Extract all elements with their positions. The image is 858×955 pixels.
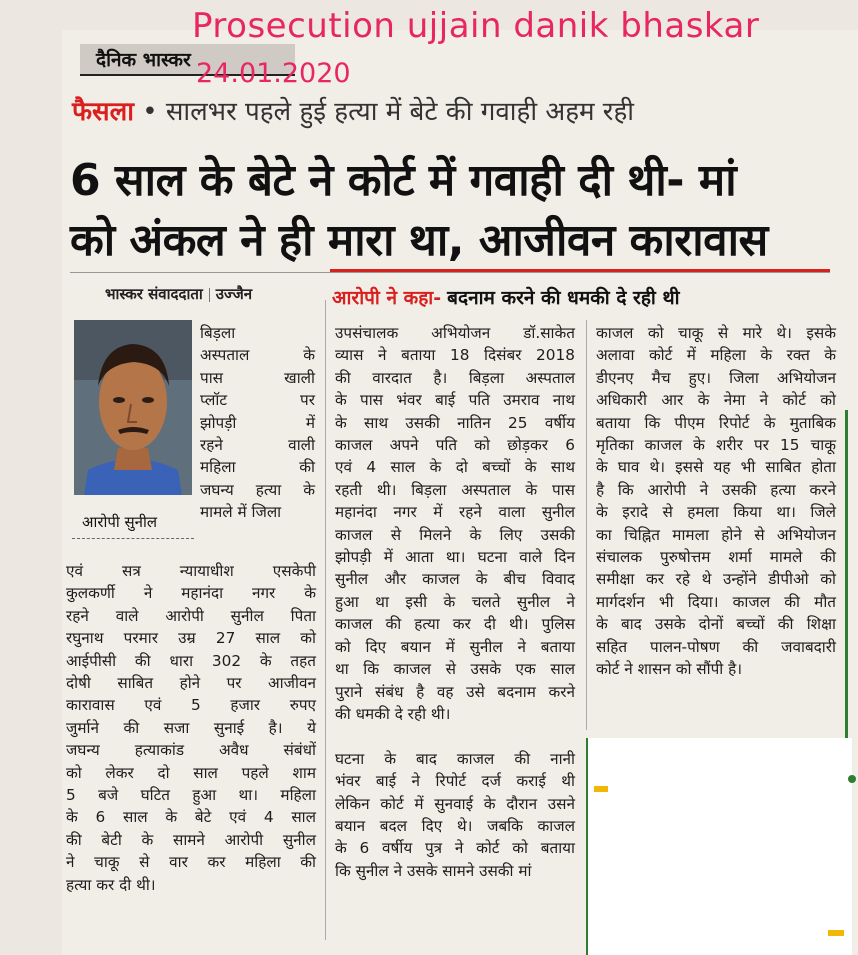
- text-line: पास खाली: [200, 368, 315, 387]
- subhead: [332, 284, 680, 310]
- subhead-text: बदनाम करने की धमकी दे रही थी: [447, 287, 680, 309]
- text-line: मामले में जिला: [200, 503, 282, 522]
- text-line: काजल को चाकू से मारे थे। इसके: [596, 324, 836, 342]
- portrait-image: [74, 320, 192, 495]
- blank-panel: [586, 738, 852, 955]
- text-line: के पास भंवर बाई पति उमराव नाथ: [335, 391, 575, 410]
- byline-city: उज्जैन: [215, 285, 253, 303]
- text-line: की धमकी दे रही थी।: [335, 704, 451, 723]
- text-line: अस्पताल के: [200, 346, 315, 365]
- byline-reporter: भास्कर संवाददाता: [105, 285, 203, 303]
- text-line: को लेकर दो साल पहले शाम: [66, 763, 316, 782]
- text-line: दोषी साबित होने पर आजीवन: [66, 674, 316, 693]
- kicker-text: सालभर पहले हुई हत्या में बेटे की गवाही अहम रही: [165, 97, 634, 127]
- masthead-logo: दैनिक भास्कर: [96, 49, 191, 71]
- text-line: कि सुनील ने उसके सामने उसकी मां: [335, 861, 532, 880]
- text-line: सहित पालन-पोषण की जवाबदारी: [596, 637, 836, 656]
- text-line: व्यास ने बताया 18 दिसंबर 2018: [335, 346, 575, 365]
- accused-photo: [74, 320, 192, 495]
- text-line: समीक्षा कर रहे थे उन्होंने डीपीओ को: [596, 570, 836, 589]
- text-line: बताया कि पीएम रिपोर्ट के मुताबिक: [596, 413, 836, 432]
- green-border-line: [845, 410, 848, 740]
- column-divider: [586, 320, 587, 730]
- photo-caption: आरोपी सुनील: [82, 513, 158, 531]
- headline-rule: [70, 272, 830, 273]
- text-line: के 6 वर्षीय पुत्र ने कोर्ट को बताया: [335, 839, 575, 858]
- text-line: उपसंचालक अभियोजन डॉ.साकेत: [335, 324, 575, 342]
- subhead-label: आरोपी ने कहा-: [332, 287, 442, 309]
- text-line: की वारदात है। बिड़ला अस्पताल: [335, 368, 575, 387]
- text-line: काजल से मिलने के लिए उसकी: [335, 525, 575, 544]
- text-line: जघन्य हत्याकांड अवैध संबंधों: [66, 741, 316, 760]
- text-line: आईपीसी की धारा 302 के तहत: [66, 651, 316, 670]
- headline-line-1: 6 साल के बेटे ने कोर्ट में गवाही दी थी- मां: [70, 155, 737, 206]
- text-line: मार्गदर्शन भी दिया। काजल की मौत: [596, 592, 836, 611]
- headline-line-2: को अंकल ने ही मारा था, आजीवन कारावास: [70, 215, 768, 266]
- column-c: [335, 322, 575, 882]
- text-line: का चिह्नित मामला होने से अभियोजन: [596, 525, 836, 544]
- kicker-label: फैसला: [72, 97, 134, 127]
- text-line: महिला की: [200, 458, 315, 477]
- kicker: [72, 92, 634, 128]
- text-line: रघुनाथ परमार उम्र 27 साल को: [66, 629, 316, 648]
- overlay-title: Prosecution ujjain danik bhaskar: [192, 6, 760, 46]
- text-line: रहती थी। बिड़ला अस्पताल के पास: [335, 480, 575, 499]
- text-line: कुलकर्णी ने महानंदा नगर के: [66, 584, 316, 603]
- text-line: एवं सत्र न्यायाधीश एसकेपी: [66, 562, 316, 580]
- text-line: कारावास एवं 5 हजार रुपए: [66, 696, 316, 715]
- text-line: के इरादे से हमला किया था। जिले: [596, 503, 836, 522]
- text-line: मृतिका काजल के शरीर पर 15 चाकू: [596, 436, 836, 455]
- text-line: झोपड़ी में आता था। घटना वाले दिन: [335, 548, 575, 567]
- yellow-mark: [828, 930, 844, 936]
- text-line: की बेटी के सामने आरोपी सुनील: [66, 830, 316, 849]
- text-line: पुराने संबंध है वह उसे बदनाम करने: [335, 682, 575, 701]
- byline-divider: [209, 288, 210, 302]
- text-line: है कि आरोपी ने उसकी हत्या करने: [596, 480, 836, 499]
- text-line: घटना के बाद काजल की नानी: [335, 749, 575, 768]
- yellow-mark: [594, 786, 608, 792]
- text-line: ने चाकू से वार कर महिला की: [66, 853, 316, 872]
- kicker-separator: •: [133, 97, 166, 127]
- text-line: प्लॉट पर: [200, 391, 315, 410]
- text-line: जुर्माने की सजा सुनाई है। ये: [66, 718, 316, 737]
- text-line: अलावा कोर्ट में महिला के रक्त के: [596, 346, 836, 365]
- caption-rule: [72, 538, 194, 540]
- text-line: रहने वाले आरोपी सुनील पिता: [66, 606, 316, 625]
- text-line: भंवर बाई ने रिपोर्ट दर्ज कराई थी: [335, 772, 575, 791]
- column-a: [200, 322, 315, 524]
- text-line: [335, 725, 575, 747]
- text-line: काजल की हत्या कर दी थी। पुलिस: [335, 615, 575, 634]
- text-line: सुनील और काजल के बीच विवाद: [335, 570, 575, 589]
- text-line: डीएनए मैच हुए। जिला अभियोजन: [596, 368, 836, 387]
- green-dot: [848, 775, 856, 783]
- column-b: [66, 560, 316, 896]
- text-line: बयान बदल दिए थे। जबकि काजल: [335, 816, 575, 835]
- text-line: झोपड़ी में: [200, 413, 315, 432]
- text-line: के बाद उसके दोनों बच्चों की शिक्षा: [596, 615, 836, 634]
- text-line: के साथ उसकी नातिन 25 वर्षीय: [335, 413, 575, 432]
- text-line: कोर्ट ने शासन को सौंपी है।: [596, 660, 742, 679]
- text-line: अधिकारी आर के नेमा ने कोर्ट को: [596, 391, 836, 410]
- text-line: जघन्य हत्या के: [200, 480, 315, 499]
- subhead-rule: [330, 269, 830, 272]
- text-line: बिड़ला: [200, 324, 236, 342]
- text-line: काजल अपने पति को छोड़कर 6: [335, 436, 575, 455]
- text-line: हुआ था इसी के चलते सुनील ने: [335, 592, 575, 611]
- text-line: रहने वाली: [200, 436, 315, 455]
- text-line: था कि काजल से उसके एक साल: [335, 660, 575, 679]
- text-line: के 6 साल के बेटे एवं 4 साल: [66, 808, 316, 827]
- text-line: को दिए बयान में सुनील ने बताया: [335, 637, 575, 656]
- text-line: हत्या कर दी थी।: [66, 875, 156, 894]
- text-line: लेकिन कोर्ट में सुनवाई के दौरान उसने: [335, 794, 575, 813]
- text-line: महानंदा नगर में रहने वाला सुनील: [335, 503, 575, 522]
- text-line: के घाव थे। इससे यह भी साबित होता: [596, 458, 836, 477]
- column-divider: [325, 300, 326, 940]
- text-line: संचालक पुरुषोत्तम शर्मा मामले की: [596, 548, 836, 567]
- text-line: 5 बजे घटित हुआ था। महिला: [66, 786, 316, 805]
- overlay-date: 24.01.2020: [196, 58, 351, 89]
- byline: [105, 284, 252, 304]
- column-d: [596, 322, 836, 681]
- text-line: एवं 4 साल के दो बच्चों के साथ: [335, 458, 575, 477]
